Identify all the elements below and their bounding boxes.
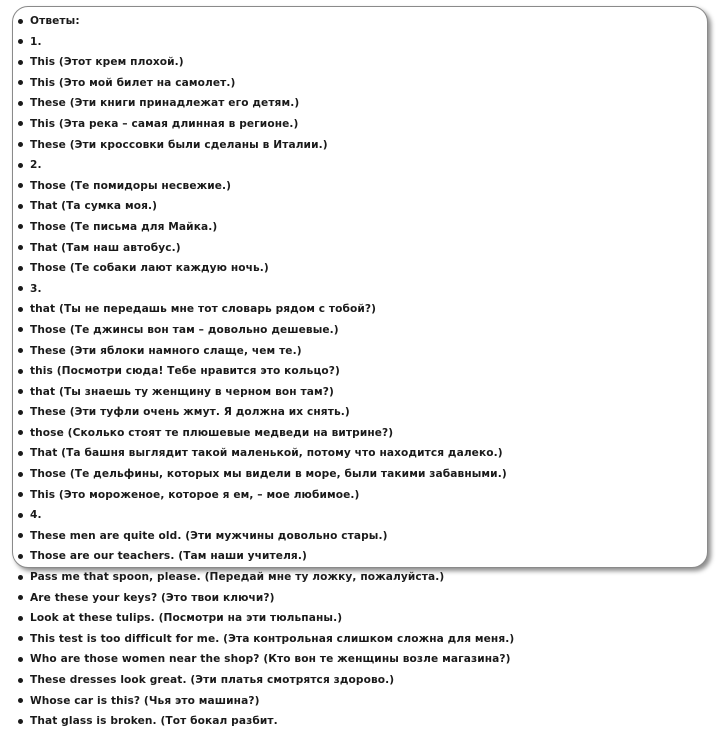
list-item: [18, 32, 708, 53]
bullet-icon: [18, 636, 23, 641]
list-item: [18, 217, 708, 238]
list-item: [18, 649, 708, 670]
list-item: [18, 464, 708, 485]
list-item-text: Those (Те письма для Майка.): [30, 220, 218, 233]
bullet-icon: [18, 533, 23, 538]
bullet-icon: [18, 183, 23, 188]
list-item-text: 4.: [30, 509, 42, 522]
bullet-icon: [18, 204, 23, 209]
bullet-icon: [18, 224, 23, 229]
list-item-text: These dresses look great. (Эти платья смотрятся здорово.): [30, 674, 395, 686]
list-item-text: These (Эти яблоки намного слаще, чем те.): [30, 344, 302, 357]
list-item-text: Those (Те собаки лают каждую ночь.): [30, 262, 269, 275]
list-item-text: These (Эти туфли очень жмут. Я должна их снять.): [30, 406, 350, 419]
bullet-icon: [18, 80, 23, 85]
list-item-text: This (Эта река – самая длинная в регионе.): [30, 117, 299, 130]
list-item: [18, 73, 708, 94]
list-item: [18, 279, 708, 300]
list-item-text: Whose car is this? (Чья это машина?): [30, 694, 260, 707]
list-item: [18, 299, 708, 320]
bullet-icon: [18, 575, 23, 580]
list-item-text: That (Там наш автобус.): [30, 241, 181, 254]
bullet-icon: [18, 307, 23, 312]
list-item-text: Those are our teachers. (Там наши учителя.): [30, 550, 307, 563]
list-item: [18, 567, 708, 588]
answer-list: [18, 11, 708, 732]
list-item-text: that (Ты не передашь мне тот словарь рядом с тобой?): [30, 303, 377, 316]
bullet-icon: [18, 492, 23, 497]
bullet-icon: [18, 554, 23, 559]
list-item: [18, 443, 708, 464]
bullet-icon: [18, 595, 23, 600]
bullet-icon: [18, 121, 23, 126]
bullet-icon: [18, 19, 23, 24]
list-item-text: These men are quite old. (Эти мужчины довольно стары.): [30, 529, 388, 542]
list-item-text: This (Этот крем плохой.): [30, 56, 184, 69]
bullet-icon: [18, 60, 23, 65]
list-item: [18, 135, 708, 156]
list-item-text: Who are those women near the shop? (Кто вон те женщины возле магазина?): [30, 653, 511, 666]
bullet-icon: [18, 513, 23, 518]
list-item-text: Those (Те помидоры несвежие.): [30, 179, 232, 192]
bullet-icon: [18, 678, 23, 683]
list-item: [18, 176, 708, 197]
list-item-text: Look at these tulips. (Посмотри на эти тюльпаны.): [30, 612, 343, 625]
bullet-icon: [18, 472, 23, 477]
bullet-icon: [18, 698, 23, 703]
list-item: [18, 711, 708, 732]
list-item: [18, 114, 708, 135]
list-item-text: 2.: [30, 159, 42, 172]
bullet-icon: [18, 266, 23, 271]
bullet-icon: [18, 163, 23, 168]
list-item: [18, 546, 708, 567]
bullet-icon: [18, 39, 23, 44]
bullet-icon: [18, 245, 23, 250]
bullet-icon: [18, 719, 23, 724]
bullet-icon: [18, 327, 23, 332]
list-item-text: That (Та сумка моя.): [30, 200, 158, 213]
bullet-icon: [18, 348, 23, 353]
list-item-text: This (Это мороженое, которое я ем, – мое любимое.): [30, 488, 360, 501]
bullet-icon: [18, 286, 23, 291]
list-item: [18, 691, 708, 712]
list-item: [18, 423, 708, 444]
list-item-text: That glass is broken. (Тот бокал разбит.: [30, 715, 278, 728]
bullet-icon: [18, 389, 23, 394]
bullet-icon: [18, 410, 23, 415]
list-item-text: That (Та башня выглядит такой маленькой, потому что находится далеко.): [30, 447, 503, 460]
list-item: [18, 670, 708, 691]
list-item: [18, 52, 708, 73]
list-item-text: Those (Те дельфины, которых мы видели в море, были такими забавными.): [30, 468, 507, 481]
list-item-text: Those (Те джинсы вон там – довольно дешевые.): [30, 323, 339, 336]
list-item: [18, 361, 708, 382]
list-item: [18, 629, 708, 650]
list-item-text: 3.: [30, 282, 42, 295]
list-item: [18, 258, 708, 279]
list-item: [18, 196, 708, 217]
bullet-icon: [18, 616, 23, 621]
list-item-text: Ответы:: [30, 15, 80, 27]
bullet-icon: [18, 451, 23, 456]
list-item: [18, 608, 708, 629]
list-item-text: This (Это мой билет на самолет.): [30, 76, 236, 89]
bullet-icon: [18, 101, 23, 106]
bullet-icon: [18, 657, 23, 662]
list-item: [18, 341, 708, 362]
list-item-text: 1.: [30, 35, 42, 48]
list-item: [18, 402, 708, 423]
list-item: [18, 11, 708, 32]
list-item: [18, 526, 708, 547]
bullet-icon: [18, 142, 23, 147]
list-item: [18, 93, 708, 114]
list-item-text: Pass me that spoon, please. (Передай мне ту ложку, пожалуйста.): [30, 571, 445, 584]
list-item-text: this (Посмотри сюда! Тебе нравится это кольцо?): [30, 365, 340, 378]
bullet-icon: [18, 369, 23, 374]
list-item: [18, 505, 708, 526]
list-item-text: those (Сколько стоят те плюшевые медведи на витрине?): [30, 426, 394, 439]
list-item-text: that (Ты знаешь ту женщину в черном вон там?): [30, 385, 334, 398]
list-item: [18, 320, 708, 341]
list-item: [18, 485, 708, 506]
list-item-text: Are these your keys? (Это твои ключи?): [30, 591, 275, 604]
list-item: [18, 382, 708, 403]
list-item-text: These (Эти кроссовки были сделаны в Италии.): [30, 138, 328, 151]
list-item: [18, 588, 708, 609]
list-item: [18, 238, 708, 259]
bullet-icon: [18, 430, 23, 435]
list-item: [18, 155, 708, 176]
list-item-text: This test is too difficult for me. (Эта контрольная слишком сложна для меня.): [30, 632, 515, 645]
list-item-text: These (Эти книги принадлежат его детям.): [30, 97, 300, 110]
